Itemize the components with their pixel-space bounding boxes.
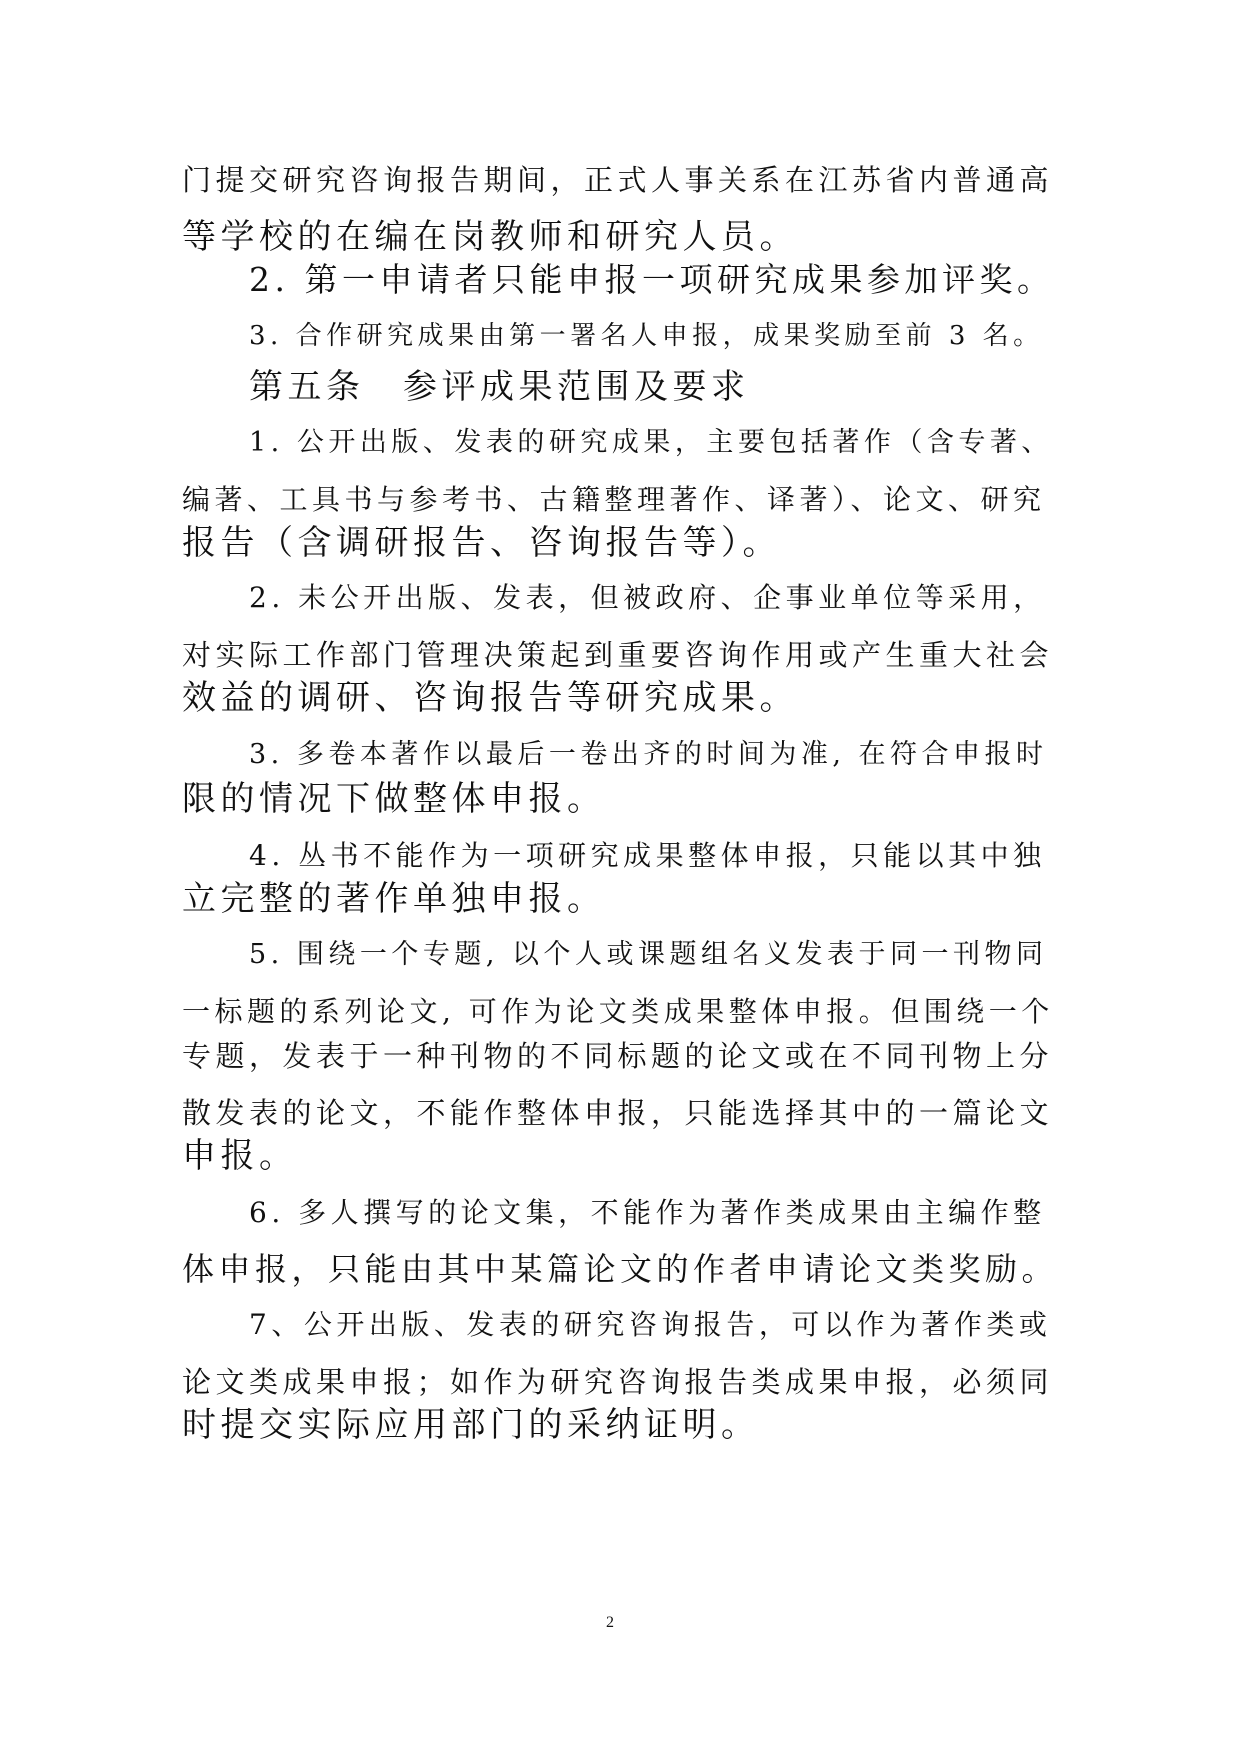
body-line: 专题，发表于一种刊物的不同标题的论文或在不同刊物上分 xyxy=(182,1039,1054,1073)
body-line: 效益的调研、咨询报告等研究成果。 xyxy=(182,678,798,718)
body-line: 5. 围绕一个专题, 以个人或课题组名义发表于同一刊物同 xyxy=(249,939,1048,970)
body-line: 体申报，只能由其中某篇论文的作者申请论文类奖励。 xyxy=(182,1250,1059,1288)
body-line: 2. 第一申请者只能申报一项研究成果参加评奖。 xyxy=(249,260,1055,299)
body-line: 限的情况下做整体申报。 xyxy=(182,779,606,819)
body-line: 一标题的系列论文, 可作为论文类成果整体申报。但围绕一个 xyxy=(182,995,1054,1028)
body-line: 门提交研究咨询报告期间，正式人事关系在江苏省内普通高 xyxy=(182,163,1054,197)
body-line: 3. 多卷本著作以最后一卷出齐的时间为准, 在符合申报时 xyxy=(249,739,1048,770)
body-line: 2. 未公开出版、发表，但被政府、企事业单位等采用， xyxy=(249,581,1046,614)
body-line: 对实际工作部门管理决策起到重要咨询作用或产生重大社会 xyxy=(182,638,1054,672)
body-line: 编著、工具书与参考书、古籍整理著作、译著）、论文、研究 xyxy=(182,483,1046,516)
body-line: 等学校的在编在岗教师和研究人员。 xyxy=(182,217,798,257)
body-line: 论文类成果申报；如作为研究咨询报告类成果申报，必须同 xyxy=(182,1365,1054,1399)
body-line: 1. 公开出版、发表的研究成果，主要包括著作（含专著、 xyxy=(249,427,1053,458)
body-line: 7、公开出版、发表的研究咨询报告，可以作为著作类或 xyxy=(249,1308,1052,1341)
body-line: 3. 合作研究成果由第一署名人申报，成果奖励至前 3 名。 xyxy=(249,321,1044,351)
page-number: 2 xyxy=(606,1614,614,1631)
body-line: 申报。 xyxy=(182,1136,298,1176)
body-line: 散发表的论文，不能作整体申报，只能选择其中的一篇论文 xyxy=(182,1096,1054,1130)
body-line: 报告（含调研报告、咨询报告等）。 xyxy=(182,523,781,563)
body-line: 6. 多人撰写的论文集，不能作为著作类成果由主编作整 xyxy=(249,1196,1046,1229)
body-line: 时提交实际应用部门的采纳证明。 xyxy=(182,1405,760,1445)
body-line: 4. 丛书不能作为一项研究成果整体申报，只能以其中独 xyxy=(249,839,1046,872)
section-heading: 第五条 参评成果范围及要求 xyxy=(249,367,750,407)
body-line: 立完整的著作单独申报。 xyxy=(182,879,606,919)
